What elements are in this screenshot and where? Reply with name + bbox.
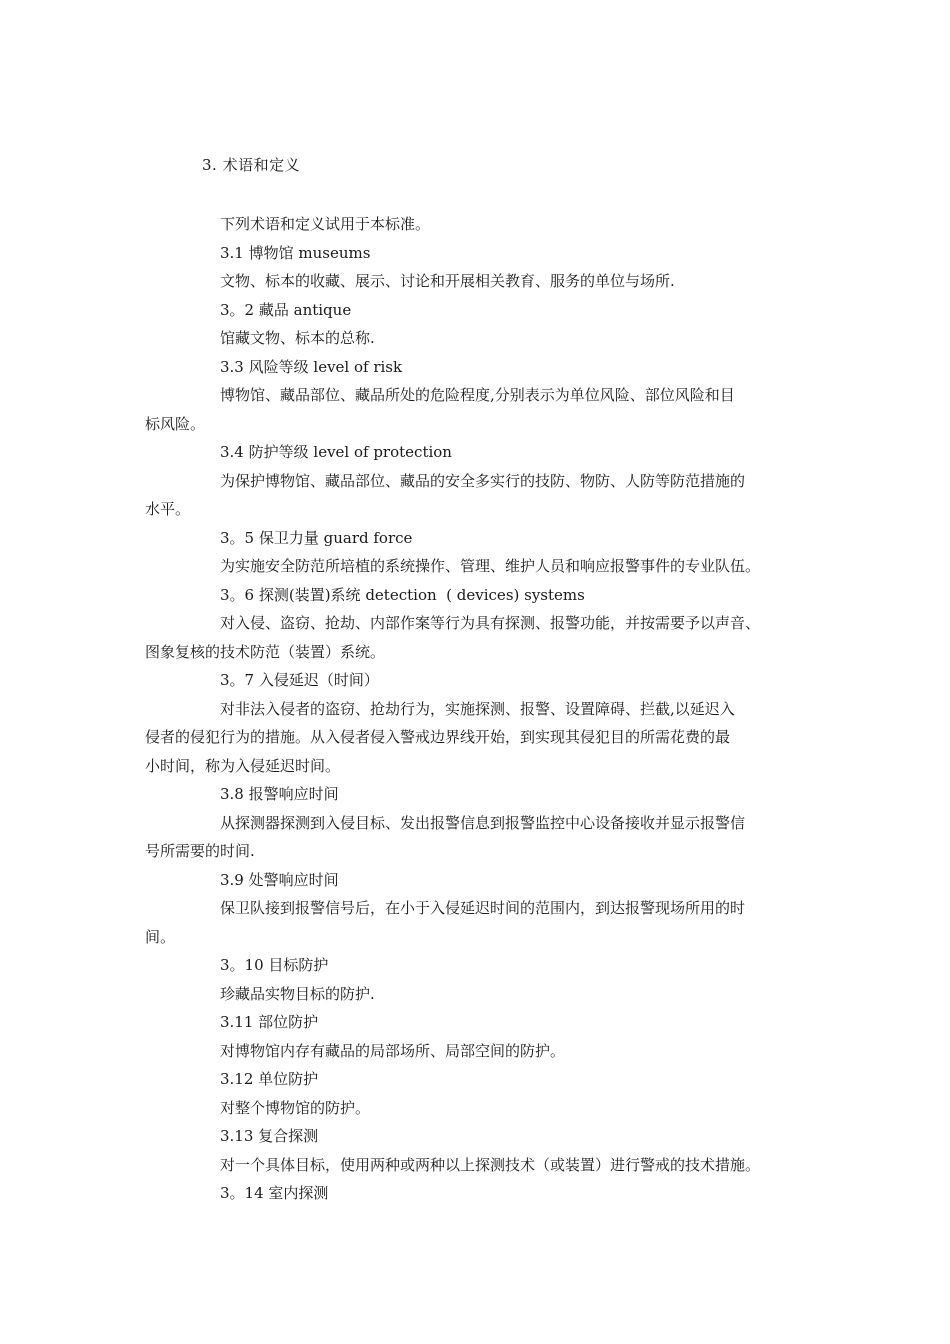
text-line: 从探测器探测到入侵目标、发出报警信息到报警监控中心设备接收并显示报警信 bbox=[220, 813, 746, 832]
text-line: 对一个具体目标，使用两种或两种以上探测技术（或装置）进行警戒的技术措施。 bbox=[220, 1155, 761, 1174]
text-line: 对整个博物馆的防护。 bbox=[220, 1098, 371, 1117]
text-line: 文物、标本的收藏、展示、讨论和开展相关教育、服务的单位与场所. bbox=[220, 272, 675, 290]
text-line: 3。5 保卫力量 guard force bbox=[220, 528, 413, 547]
text-line: 为保护博物馆、藏品部位、藏品的安全多实行的技防、物防、人防等防范措施的 bbox=[220, 471, 746, 490]
text-line: 间。 bbox=[145, 927, 176, 946]
text-line: 3。6 探测(装置)系统 detection ( devices) systems bbox=[220, 585, 585, 604]
text-line: 博物馆、藏品部位、藏品所处的危险程度,分别表示为单位风险、部位风险和目 bbox=[220, 386, 735, 404]
text-line: 对入侵、盗窃、抢劫、内部作案等行为具有探测、报警功能，并按需要予以声音、 bbox=[220, 614, 761, 632]
text-line: 对博物馆内存有藏品的局部场所、局部空间的防护。 bbox=[220, 1041, 566, 1060]
text-line: 3.9 处警响应时间 bbox=[220, 870, 339, 889]
text-line: 3.8 报警响应时间 bbox=[220, 785, 339, 803]
text-line: 3.12 单位防护 bbox=[220, 1070, 319, 1088]
text-line: 珍藏品实物目标的防护. bbox=[220, 984, 375, 1003]
text-line: 保卫队接到报警信号后，在小于入侵延迟时间的范围内，到达报警现场所用的时 bbox=[220, 899, 746, 917]
text-line: 下列术语和定义试用于本标准。 bbox=[220, 215, 431, 233]
document-body bbox=[145, 210, 810, 1208]
text-line: 号所需要的时间. bbox=[145, 842, 255, 860]
text-line: 3.4 防护等级 level of protection bbox=[220, 443, 452, 461]
text-line: 3。2 藏品 antique bbox=[220, 300, 352, 319]
text-line: 3.13 复合探测 bbox=[220, 1127, 319, 1145]
section-title: 3. 术语和定义 bbox=[202, 156, 301, 174]
text-line: 3.11 部位防护 bbox=[220, 1013, 319, 1031]
text-line: 水平。 bbox=[145, 500, 191, 518]
text-line: 对非法入侵者的盗窃、抢劫行为，实施探测、报警、设置障碍、拦截,以延迟入 bbox=[220, 699, 735, 718]
text-line: 3。10 目标防护 bbox=[220, 956, 329, 974]
text-line: 为实施安全防范所培植的系统操作、管理、维护人员和响应报警事件的专业队伍。 bbox=[220, 557, 761, 575]
text-line: 图象复核的技术防范（装置）系统。 bbox=[145, 642, 386, 661]
text-line: 标风险。 bbox=[145, 414, 206, 433]
text-line: 侵者的侵犯行为的措施。从入侵者侵入警戒边界线开始，到实现其侵犯目的所需花费的最 bbox=[145, 728, 731, 746]
text-line: 3。14 室内探测 bbox=[220, 1184, 329, 1202]
text-line: 馆藏文物、标本的总称. bbox=[220, 329, 375, 347]
text-line: 3。7 入侵延迟（时间） bbox=[220, 671, 379, 689]
text-line: 3.3 风险等级 level of risk bbox=[220, 357, 403, 376]
text-line: 小时间，称为入侵延迟时间。 bbox=[145, 756, 341, 775]
text-line: 3.1 博物馆 museums bbox=[220, 243, 371, 262]
